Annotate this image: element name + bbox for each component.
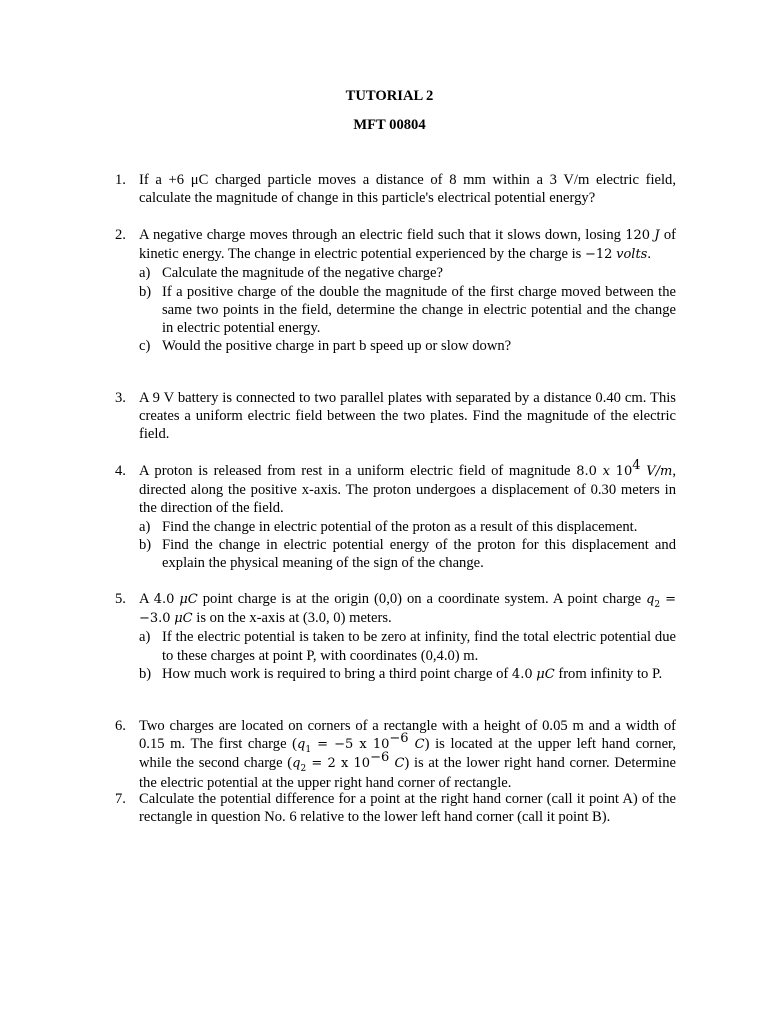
page-title: TUTORIAL 2	[345, 88, 434, 104]
question-number: 4.	[115, 463, 126, 479]
question-text: A 4.0 μC point charge is at the origin (0,0) on a coordinate system. A point charge $q_2 = -3.0$ μC is on the x-axis at (3.0, 0) meters.	[139, 591, 677, 627]
question-text: If a +6 μC charged particle moves a distance of 8 mm within a 3 V/m electric field, calculate the magnitude of change in this particle's electrical potential energy?	[139, 172, 676, 207]
question-text: Two charges are located on corners of a rectangle with a height of 0.05 m and a width of 0.15 m. The first charge ($q_1 = -5$ x $10^{-6}$ C) is located at the upper left hand corner, while the second charge ($q_2 = 2$ x $10^{-6}$ C) is at the lower right hand corner. Determine the electric potential at the upper right hand corner of rectangle.	[139, 718, 676, 791]
question-3	[115, 389, 676, 444]
question-4	[115, 458, 676, 572]
question-7	[115, 790, 676, 826]
question-5	[115, 590, 676, 684]
energy-value: 120	[625, 228, 651, 243]
sub-question-c: c) Would the positive charge in part b speed up or slow down?	[139, 338, 512, 355]
question-text: A negative charge moves through an electric field such that it slows down, losing 120 J of kinetic energy. The change in electric potential experienced by the charge is −12 volts.	[139, 227, 677, 263]
sub-question-b: b) How much work is required to bring a third point charge of 4.0 μC from infinity to P.	[139, 665, 663, 682]
energy-unit: J	[654, 228, 660, 243]
question-1	[115, 171, 676, 207]
question-number: 3.	[115, 390, 126, 406]
sub-question-b: b) If a positive charge of the double the magnitude of the first charge moved between the same two points in the field, determine the change in electric potential and the change in electric potential energy.	[139, 283, 676, 337]
question-number: 6.	[115, 718, 126, 734]
question-6	[115, 717, 676, 792]
question-text: A 9 V battery is connected to two parallel plates with separated by a distance 0.40 cm. This creates a uniform electric field between the two plates. Find the magnitude of the electric field.	[139, 390, 676, 443]
potential-unit: volts	[616, 247, 648, 263]
question-number: 1.	[115, 172, 126, 188]
question-number: 5.	[115, 591, 126, 607]
sub-question-a: a) Calculate the magnitude of the negative charge?	[139, 265, 443, 282]
sub-question-a: a) If the electric potential is taken to be zero at infinity, find the total electric potential due to these charges at point P, with coordinates (0,4.0) m.	[139, 629, 676, 664]
question-text: Calculate the potential difference for a point at the right hand corner (call it point A) of the rectangle in question No. 6 relative to the lower left hand corner (call it point B).	[139, 791, 676, 826]
sub-question-a: a) Find the change in electric potential of the proton as a result of this displacement.	[139, 518, 638, 535]
potential-value: −12	[585, 247, 613, 263]
question-2	[115, 226, 676, 355]
question-number: 7.	[115, 791, 126, 807]
sub-question-b: b) Find the change in electric potential energy of the proton for this displacement and explain the physical meaning of the sign of the change.	[139, 536, 676, 572]
question-text: A proton is released from rest in a uniform electric field of magnitude 8.0 x $10^4$ V/m, directed along the positive x-axis. The proton undergoes a displacement of 0.30 meters in the direction of the field.	[139, 458, 676, 517]
question-number: 2.	[115, 227, 126, 243]
course-code: MFT 00804	[353, 117, 426, 133]
